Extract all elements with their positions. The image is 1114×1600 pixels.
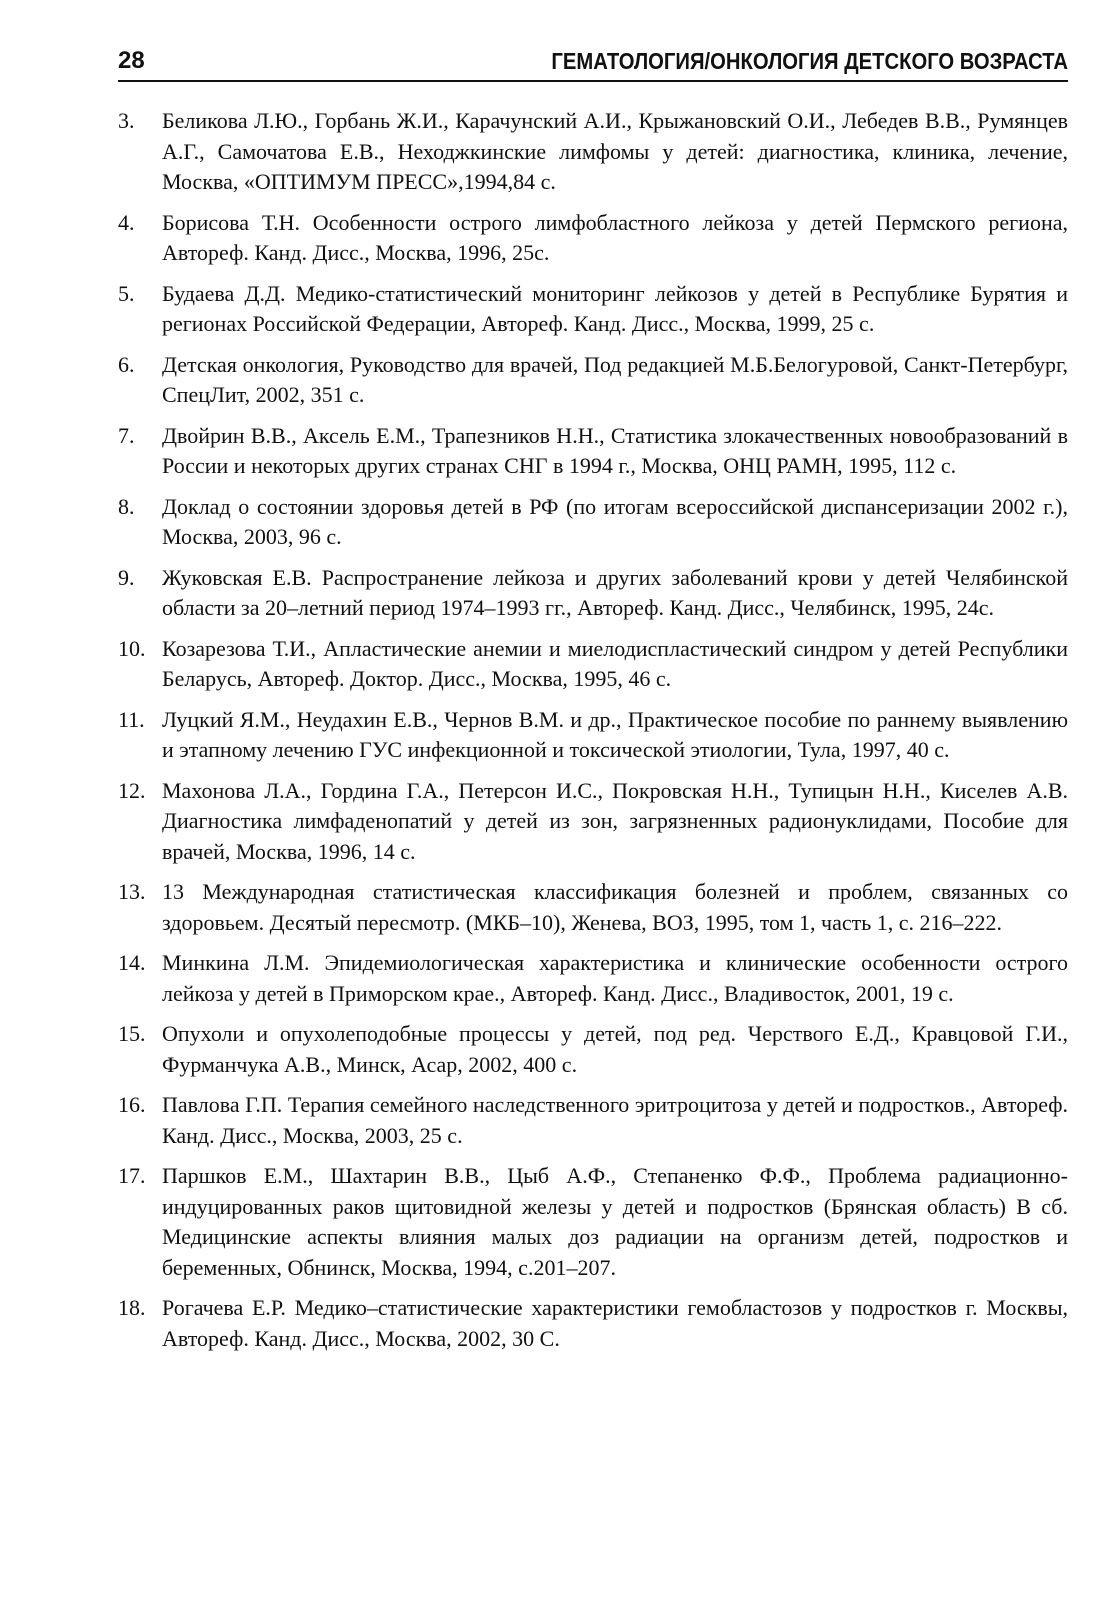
reference-number: 16.: [118, 1092, 146, 1117]
reference-item: [118, 877, 1068, 938]
reference-number: 7.: [118, 422, 135, 448]
reference-text: Махонова Л.А., Гордина Г.А., Петерсон И.С., Покровская Н.Н., Тупицын Н.Н., Киселев А.В. Диагностика лимфаденопатий у детей из зон, загрязненных радионуклидами, Пособие для врачей, Москва, 1996, 14 с.: [162, 777, 1068, 864]
reference-text: Жуковская Е.В. Распространение лейкоза и других заболеваний крови у детей Челябинской области за 20–летний период 1974–1993 гг., Автореф. Канд. Дисс., Челябинск, 1995, 24с.: [162, 564, 1068, 620]
reference-text: Доклад о состоянии здоровья детей в РФ (по итогам всероссийской диспансеризации 2002 г.), Москва, 2003, 96 с.: [162, 493, 1068, 549]
reference-item: [118, 563, 1068, 624]
reference-item: [118, 350, 1068, 411]
reference-number: 6.: [118, 351, 135, 377]
reference-number: 18.: [118, 1295, 146, 1320]
reference-text: Детская онкология, Руководство для врачей, Под редакцией М.Б.Белогуровой, Санкт-Петербург, СпецЛит, 2002, 351 с.: [162, 351, 1068, 407]
reference-list: [118, 106, 1068, 1364]
reference-text: Луцкий Я.М., Неудахин Е.В., Чернов В.М. и др., Практическое пособие по раннему выявлению и этапному лечению ГУС инфекционной и токсической этиологии, Тула, 1997, 40 с.: [162, 706, 1068, 762]
reference-text: 13 Международная статистическая классификация болезней и проблем, связанных со здоровьем. Десятый пересмотр. (МКБ–10), Женева, ВОЗ, 1995, том 1, часть 1, с. 216–222.: [162, 879, 1068, 935]
reference-text: Рогачева Е.Р. Медико–статистические характеристики гемобластозов у подростков г. Москвы, Автореф. Канд. Дисс., Москва, 2002, 30 С.: [162, 1295, 1068, 1351]
reference-item: [118, 634, 1068, 695]
reference-text: Будаева Д.Д. Медико-статистический мониторинг лейкозов у детей в Республике Бурятия и регионах Российской Федерации, Автореф. Канд. Дисс., Москва, 1999, 25 с.: [162, 280, 1068, 336]
reference-item: [118, 1090, 1068, 1151]
reference-number: 17.: [118, 1163, 146, 1188]
reference-item: [118, 492, 1068, 553]
reference-item: [118, 208, 1068, 269]
reference-item: [118, 1161, 1068, 1283]
reference-text: Козарезова Т.И., Апластические анемии и миелодиспластический синдром у детей Республики Беларусь, Автореф. Доктор. Дисс., Москва, 1995, 46 с.: [162, 635, 1068, 691]
reference-text: Борисова Т.Н. Особенности острого лимфобластного лейкоза у детей Пермского региона, Автореф. Канд. Дисс., Москва, 1996, 25с.: [162, 209, 1068, 265]
reference-number: 11.: [118, 706, 145, 732]
reference-item: [118, 776, 1068, 868]
reference-item: [118, 106, 1068, 198]
reference-number: 3.: [118, 108, 135, 133]
reference-item: [118, 279, 1068, 340]
reference-number: 12.: [118, 777, 146, 803]
reference-text: Минкина Л.М. Эпидемиологическая характеристика и клинические особенности острого лейкоза у детей в Приморском крае., Автореф. Канд. Дисс., Владивосток, 2001, 19 с.: [162, 950, 1068, 1006]
reference-text: Опухоли и опухолеподобные процессы у детей, под ред. Черствого Е.Д., Кравцовой Г.И., Фурманчука А.В., Минск, Асар, 2002, 400 с.: [162, 1021, 1068, 1077]
reference-number: 13.: [118, 879, 146, 904]
reference-text: Беликова Л.Ю., Горбань Ж.И., Карачунский А.И., Крыжановский О.И., Лебедев В.В., Румянцев А.Г., Самочатова Е.В., Неходжкинские лимфомы у детей: диагностика, клиника, лечение, Москва, «ОПТИМУМ ПРЕСС»,1994,84 с.: [162, 108, 1068, 194]
reference-item: [118, 948, 1068, 1009]
reference-number: 14.: [118, 950, 146, 975]
reference-text: Паршков Е.М., Шахтарин В.В., Цыб А.Ф., Степаненко Ф.Ф., Проблема радиационно-индуцированных раков щитовидной железы у детей и подростков (Брянская область) В сб. Медицинские аспекты влияния малых доз радиации на организм детей, подростков и беременных, Обнинск, Москва, 1994, с.201–207.: [162, 1163, 1068, 1280]
reference-item: [118, 1293, 1068, 1354]
page-number: 28: [118, 47, 145, 74]
reference-text: Двойрин В.В., Аксель Е.М., Трапезников Н.Н., Статистика злокачественных новообразований в России и некоторых других странах СНГ в 1994 г., Москва, ОНЦ РАМН, 1995, 112 с.: [162, 422, 1068, 478]
running-title: ГЕМАТОЛОГИЯ/ОНКОЛОГИЯ ДЕТСКОГО ВОЗРАСТА: [551, 48, 1068, 74]
reference-number: 4.: [118, 209, 135, 235]
reference-number: 15.: [118, 1021, 146, 1046]
reference-number: 9.: [118, 564, 135, 590]
reference-number: 8.: [118, 493, 135, 519]
reference-item: [118, 705, 1068, 766]
reference-item: [118, 421, 1068, 482]
reference-number: 10.: [118, 635, 146, 661]
page-header: [118, 44, 1068, 82]
reference-text: Павлова Г.П. Терапия семейного наследственного эритроцитоза у детей и подростков., Автореф. Канд. Дисс., Москва, 2003, 25 с.: [162, 1092, 1068, 1148]
reference-item: [118, 1019, 1068, 1080]
reference-number: 5.: [118, 280, 135, 306]
